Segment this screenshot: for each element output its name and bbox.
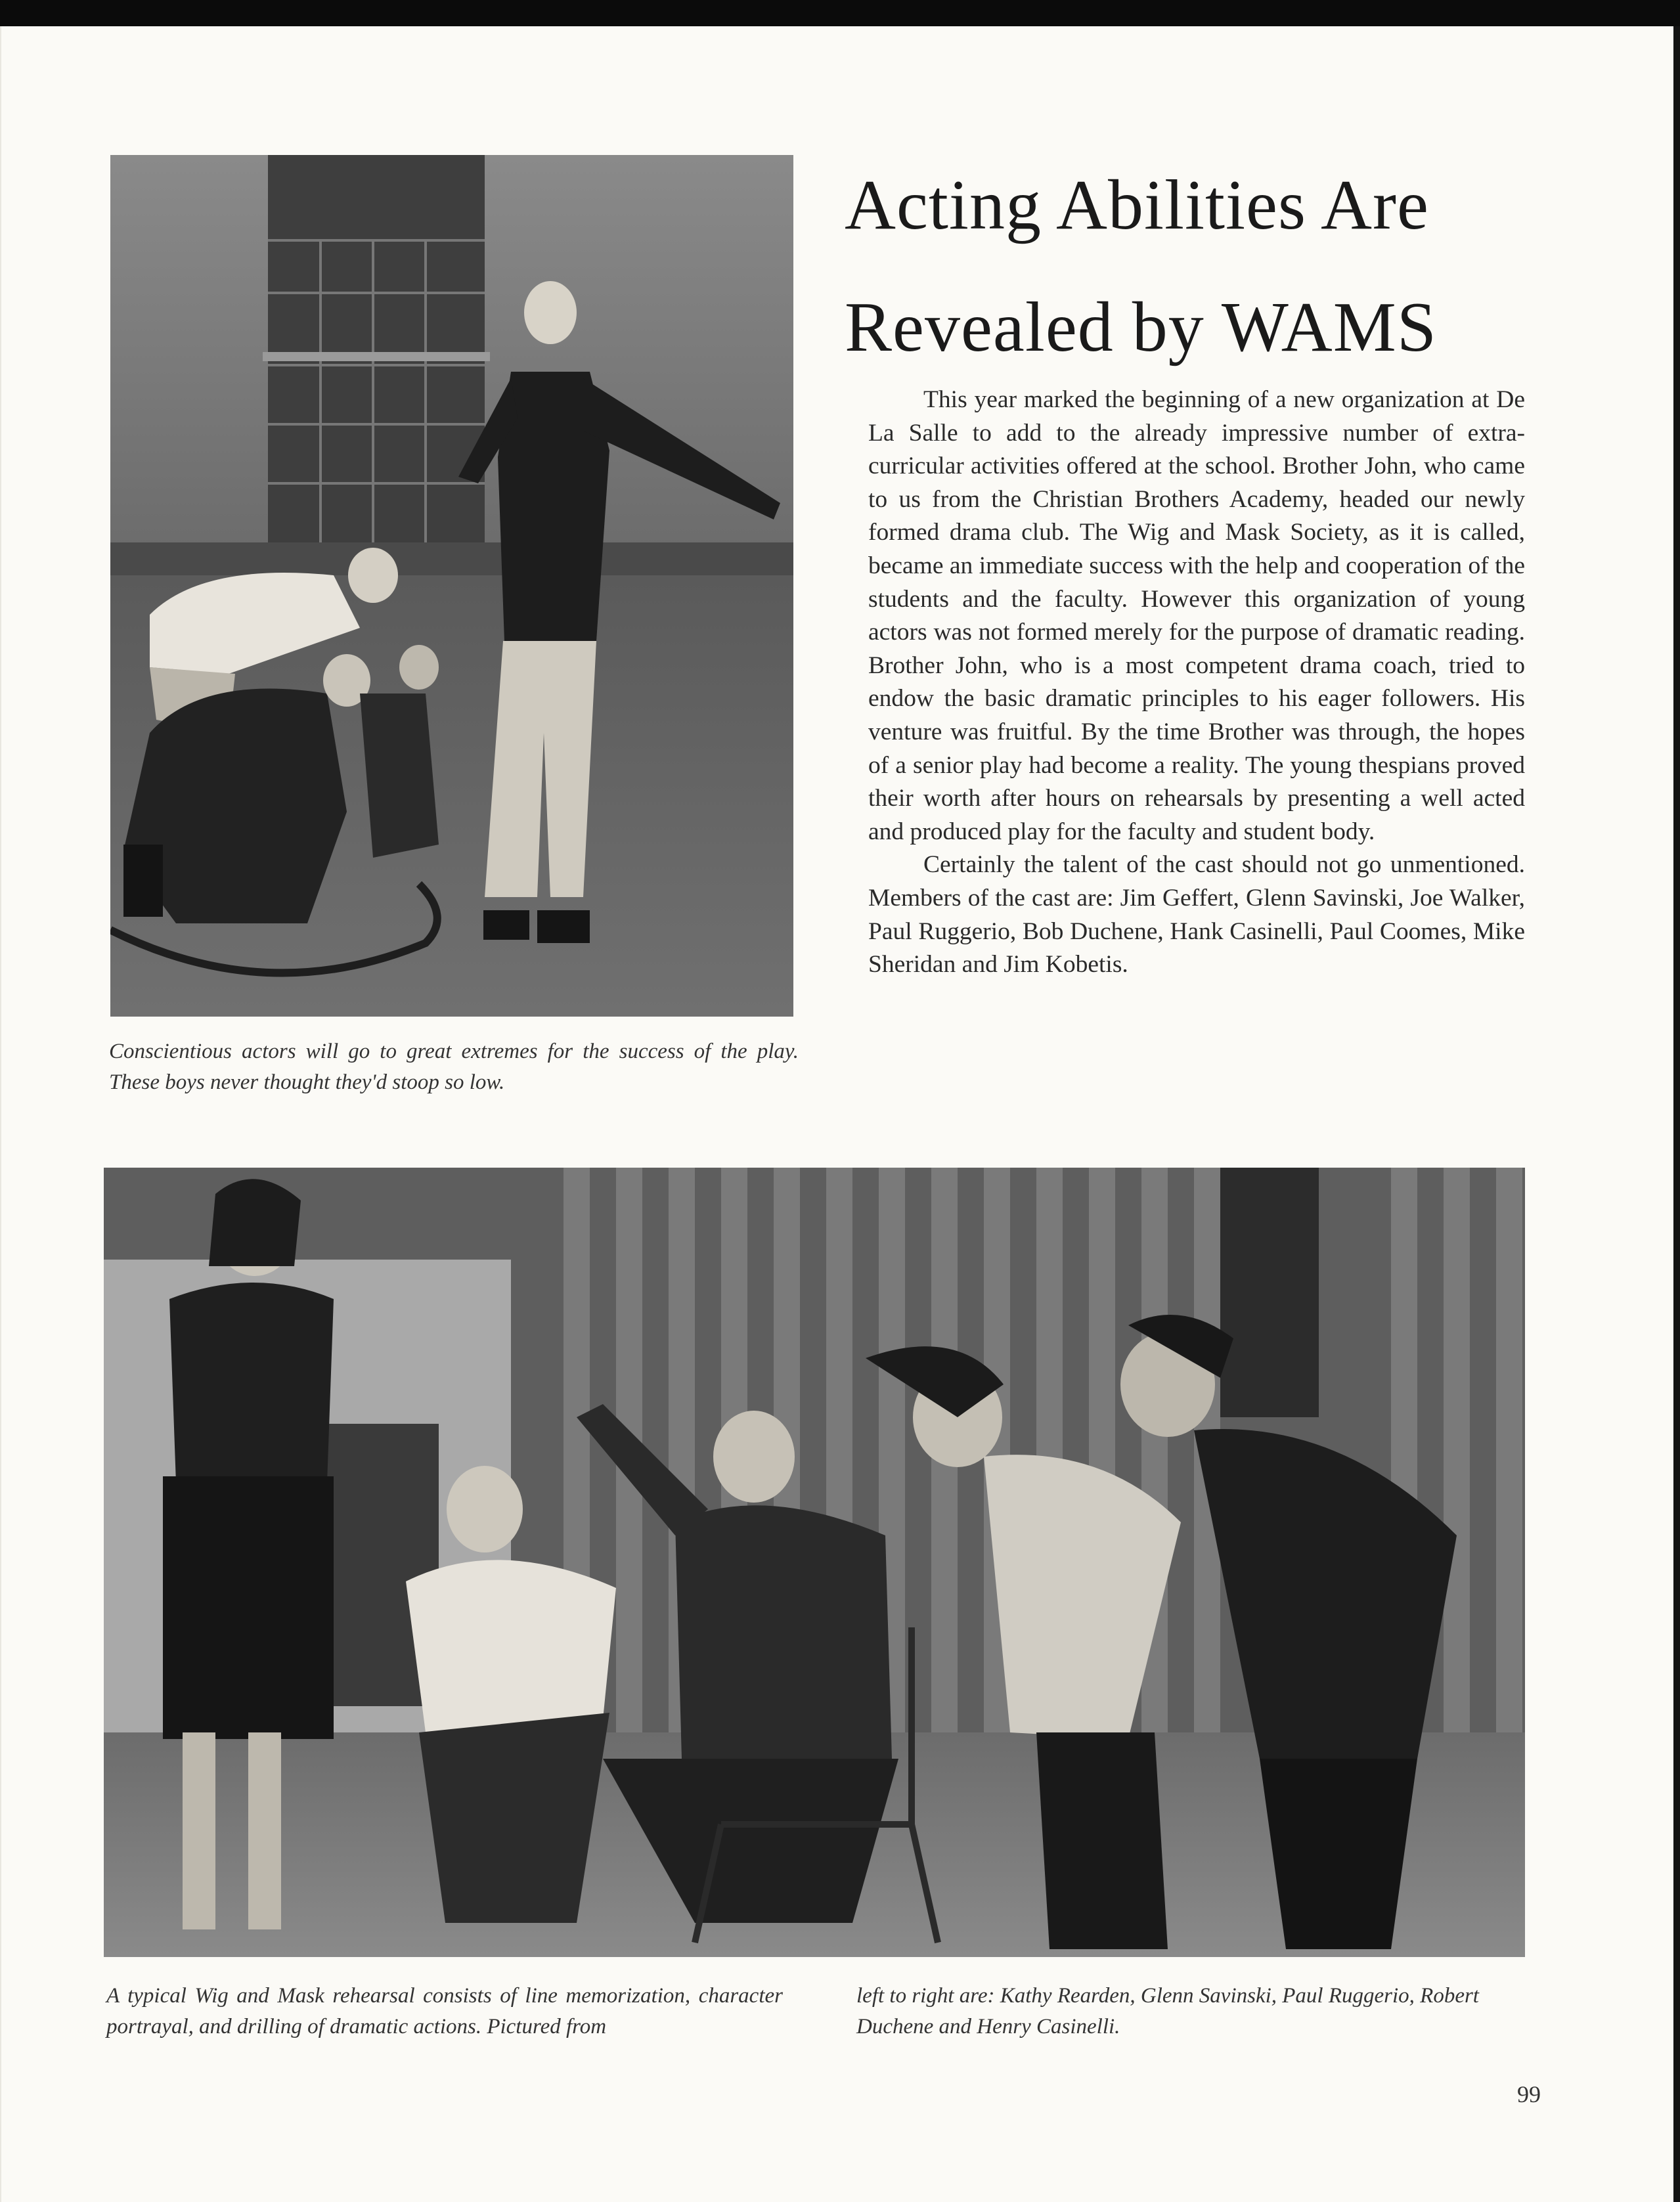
article-body [868, 384, 1525, 982]
article-paragraph-2: Certainly the talent of the cast should not go unmentioned. Members of the cast are: Jim Geffert, Glenn Savinski, Joe Walker, Paul Ruggerio, Bob Duchene, Hank Casinelli, Paul Coomes, Mike Sheridan and Jim Kobetis. [868, 851, 1525, 979]
rehearsal-photo-top [110, 155, 793, 1017]
article-paragraph-1: This year marked the beginning of a new organization at De La Salle to add to the already impressive number of extra-curricular activities offered at the school. Brother John, who came to us from the Christian Brothers Academy, headed our newly formed drama club. The Wig and Mask Society, as it is called, became an immediate success with the help and cooperation of the students and the faculty. However this organization of young actors was not formed merely for the purpose of dramatic reading. Brother John, who is a most competent drama coach, tried to endow the basic dramatic principles to his eager followers. His venture was fruitful. By the time Brother was through, the hopes of a senior play had become a reality. The young thespians proved their worth after hours on rehearsals by presenting a well acted and produced play for the faculty and student body. [868, 386, 1525, 845]
page-number: 99 [1517, 2081, 1541, 2107]
headline-line-1: Acting Abilities Are [845, 166, 1429, 244]
scan-edge [1673, 26, 1680, 2202]
headline-line-2: Revealed by WAMS [845, 288, 1437, 366]
photo-top-caption: Conscientious actors will go to great extremes for the success of the play. These boys never thought they'd stoop so low. [109, 1040, 799, 1094]
rehearsal-photo-bottom [104, 1168, 1525, 1957]
photo-bottom-caption-left: A typical Wig and Mask rehearsal consists of line memorization, character portrayal, and drilling of dramatic actions. Pictured from [106, 1984, 783, 2038]
photo-top-image [110, 155, 793, 1017]
article-headline [845, 144, 1606, 389]
photo-bottom-image [104, 1168, 1525, 1957]
photo-bottom-caption-right: left to right are: Kathy Rearden, Glenn Savinski, Paul Ruggerio, Robert Duchene and Henry Casinelli. [856, 1984, 1479, 2038]
